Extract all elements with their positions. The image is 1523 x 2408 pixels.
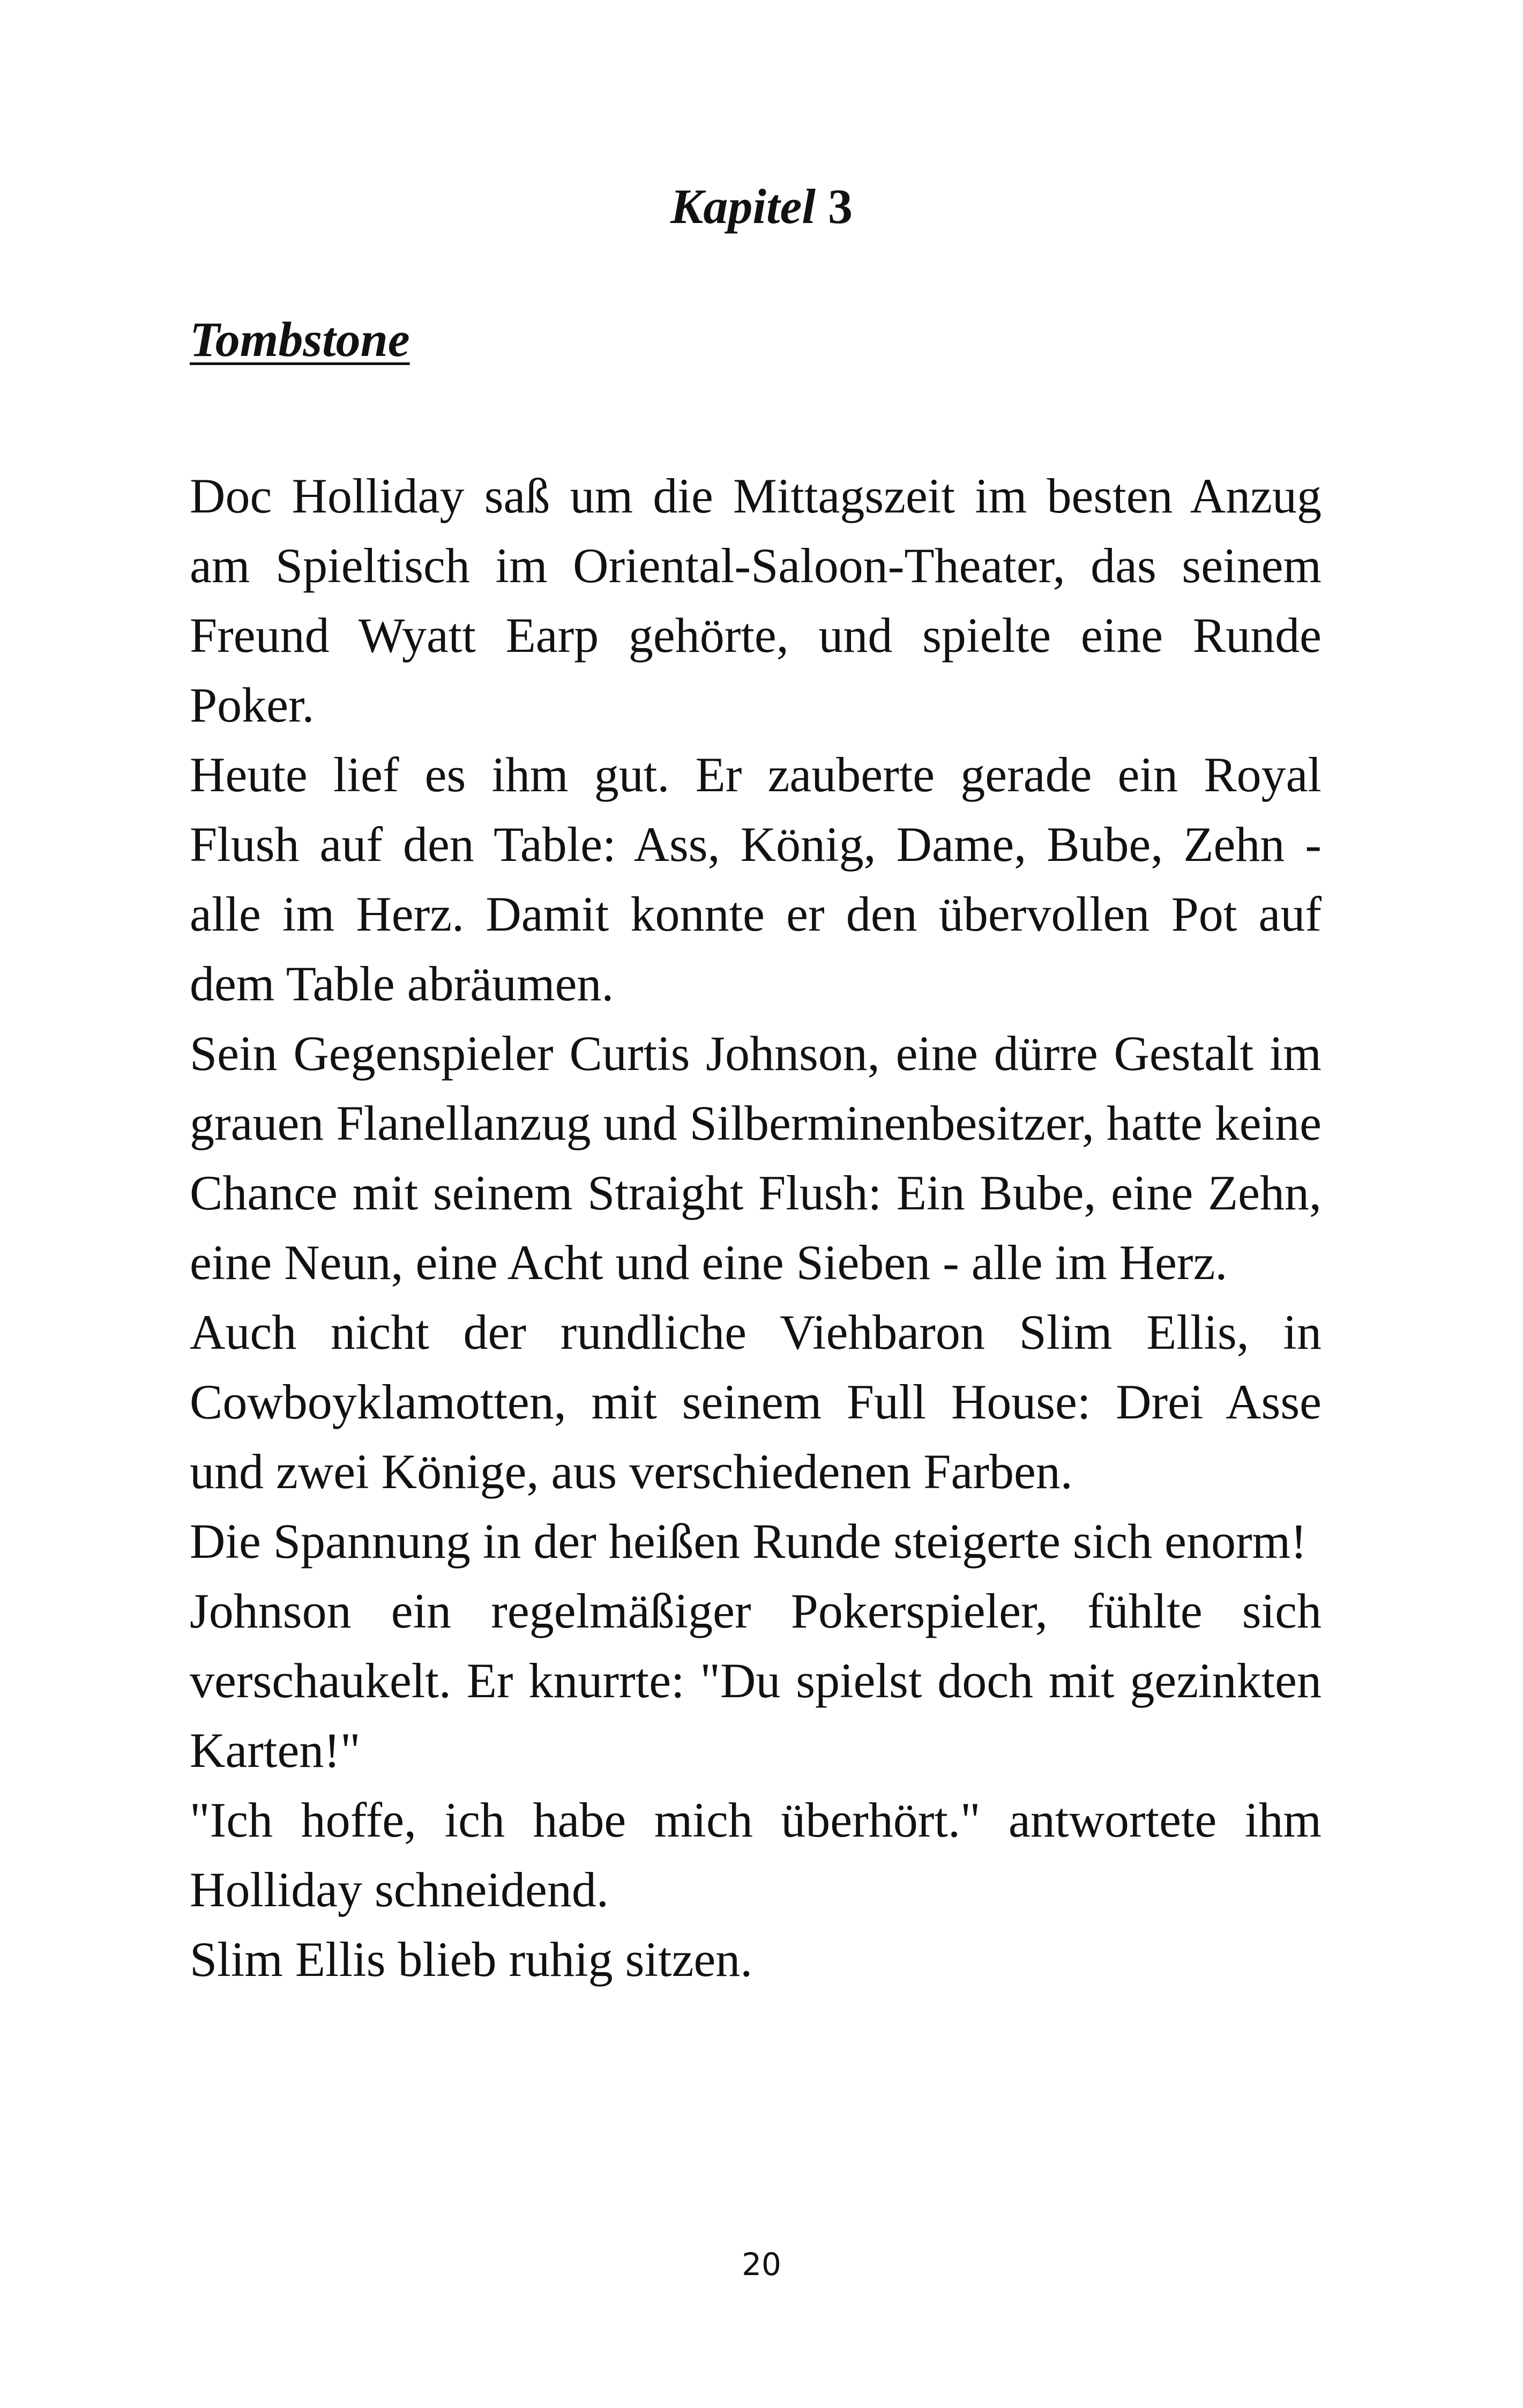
chapter-label: Kapitel [670, 179, 816, 234]
paragraph: Slim Ellis blieb ruhig sitzen. [190, 1932, 753, 1987]
paragraph: Die Spannung in der heißen Runde steigerte sich enorm! [190, 1514, 1307, 1569]
chapter-title [0, 177, 1523, 236]
chapter-number: 3 [827, 179, 853, 234]
section-title: Tombstone [190, 312, 410, 367]
page-number: 20 [742, 2246, 781, 2283]
paragraph: Johnson ein regelmäßiger Pokerspieler, fühlte sich verschaukelt. Er knurrte: "Du spielst doch mit gezinkten Karten!" [190, 1584, 1322, 1778]
paragraph: Auch nicht der rundliche Viehbaron Slim Ellis, in Cowboyklamotten, mit seinem Full House: Drei Asse und zwei Könige, aus verschiedenen Farben. [190, 1305, 1322, 1499]
paragraph: Sein Gegenspieler Curtis Johnson, eine dürre Gestalt im grauen Flanellanzug und Silberminenbesitzer, hatte keine Chance mit seinem Straight Flush: Ein Bube, eine Zehn, eine Neun, eine Acht und eine Sieben - alle im Herz. [190, 1026, 1322, 1290]
paragraph: Doc Holliday saß um die Mittagszeit im besten Anzug am Spieltisch im Oriental-Saloon-Theater, das seinem Freund Wyatt Earp gehörte, und spielte eine Runde Poker. [190, 469, 1322, 732]
paragraph: Heute lief es ihm gut. Er zauberte gerade ein Royal Flush auf den Table: Ass, König, Dame, Bube, Zehn - alle im Herz. Damit konnte er den übervollen Pot auf dem Table abräumen. [190, 747, 1322, 1011]
paragraph: "Ich hoffe, ich habe mich überhört." antwortete ihm Holliday schneidend. [190, 1793, 1322, 1917]
body-text [190, 461, 1322, 1994]
